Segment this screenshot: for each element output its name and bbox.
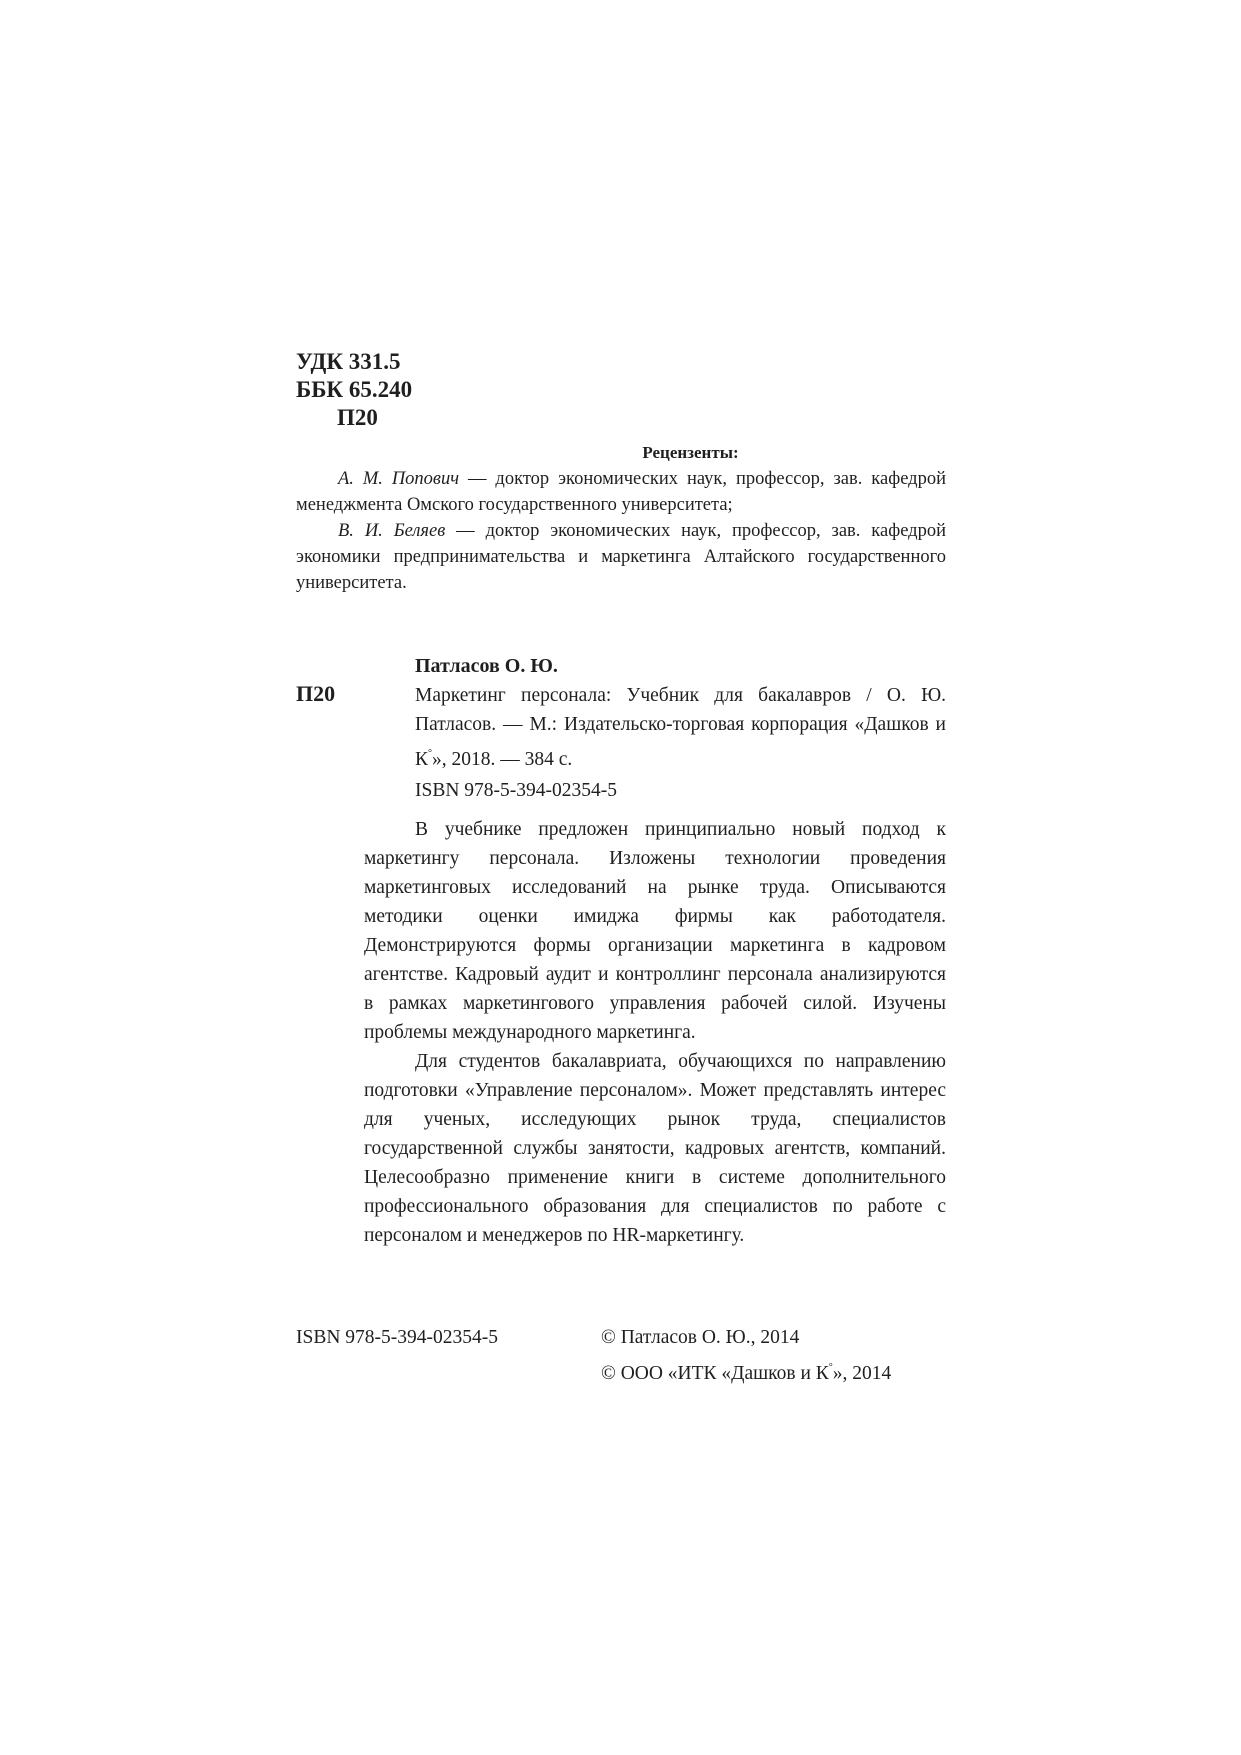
bibliographic-description (415, 681, 946, 774)
bib-text-2: », 2018. — 384 с. (432, 749, 573, 770)
reviewer-2-name: В. И. Беляев (338, 521, 446, 541)
annotation-paragraph-2: Для студентов бакалавриата, обучающихся по направлению подготовки «Управление персоналом». Может представлять интерес для ученых, исследующих рынок труда, специалистов государственной службы занятости, кадровых агентств, компаний. Целесообразно применение книги в системе дополнительного профессионального образования для специалистов по работе с персоналом и менеджеров по HR-маркетингу. (364, 1051, 946, 1246)
bbk-code: ББК 65.240 (296, 377, 413, 402)
author-mark: П20 (337, 405, 378, 430)
record-author: Патласов О. Ю. (415, 655, 558, 677)
annotation-paragraph-1: В учебнике предложен принципиально новый подход к маркетингу персонала. Изложены технологии проведения маркетинговых исследований на рынке труда. Описываются методики оценки имиджа фирмы как работодателя. Демонстрируются формы организации маркетинга в кадровом агентстве. Кадровый аудит и контроллинг персонала анализируются в рамках маркетингового управления рабочей силой. Изучены проблемы международного маркетинга. (364, 819, 946, 1043)
reviewer-2 (296, 518, 946, 596)
reviewer-1-text: — доктор экономических наук, профессор, зав. кафедрой менеджмента Омского государственного университета; (296, 469, 946, 515)
bib-text-1: Маркетинг персонала: Учебник для бакалавров / О. Ю. Патласов. — М.: Издательско-торговая корпорация «Дашков и К (415, 685, 946, 770)
copyright-superscript: ° (828, 1362, 833, 1373)
bib-superscript: ° (428, 748, 433, 759)
reviewers-heading: Рецензенты: (642, 443, 739, 462)
copyright-author: © Патласов О. Ю., 2014 (601, 1327, 800, 1348)
reviewers-list (296, 466, 946, 596)
copyright-publisher-text-2: », 2014 (832, 1363, 892, 1384)
reviewer-2-text: — доктор экономических наук, профессор, зав. кафедрой экономики предпринимательства и маркетинга Алтайского государственного университета. (296, 521, 946, 593)
copyright-publisher-text-1: © ООО «ИТК «Дашков и К (601, 1363, 829, 1384)
copyright-publisher (601, 1353, 891, 1389)
udk-code: УДК 331.5 (296, 349, 401, 374)
footer-isbn: ISBN 978-5-394-02354-5 (296, 1327, 499, 1348)
reviewer-1 (296, 466, 946, 518)
record-isbn: ISBN 978-5-394-02354-5 (415, 780, 618, 801)
reviewer-1-name: А. М. Попович (338, 469, 460, 489)
record-code: П20 (296, 681, 336, 706)
annotation (364, 815, 946, 1250)
